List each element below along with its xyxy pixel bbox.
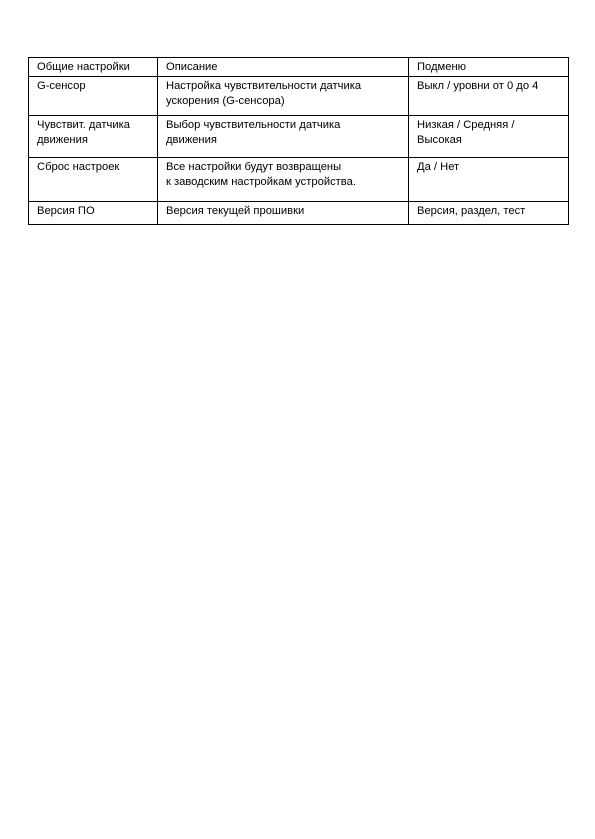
- submenu-cell: [409, 77, 569, 116]
- description-cell: [158, 116, 409, 158]
- table-body: [29, 77, 569, 225]
- description-line: Настройка чувствительности датчика: [166, 80, 362, 92]
- table-header: [29, 58, 569, 77]
- setting-cell: [29, 77, 158, 116]
- description-cell: [158, 77, 409, 116]
- setting-cell: [29, 158, 158, 202]
- header-description: Описание: [158, 58, 409, 77]
- description-line: движения: [166, 134, 217, 146]
- header-general-settings: Общие настройки: [29, 58, 158, 77]
- submenu-line: Высокая: [417, 134, 462, 146]
- setting-name: Сброс настроек: [37, 161, 120, 173]
- submenu-cell: [409, 116, 569, 158]
- table-row: [29, 116, 569, 158]
- submenu-line: Низкая / Средняя /: [417, 119, 515, 131]
- submenu-line: Версия, раздел, тест: [417, 205, 526, 217]
- table-row: [29, 77, 569, 116]
- submenu-line: Выкл / уровни от 0 до 4: [417, 80, 539, 92]
- table-row: [29, 158, 569, 202]
- setting-cell: [29, 202, 158, 225]
- settings-table: [28, 57, 569, 225]
- description-line: Версия текущей прошивки: [166, 205, 305, 217]
- setting-cell: [29, 116, 158, 158]
- header-submenu: Подменю: [409, 58, 569, 77]
- setting-name: G-сенсор: [37, 80, 86, 92]
- setting-name-line: движения: [37, 134, 88, 146]
- description-line: ускорения (G-сенсора): [166, 95, 285, 107]
- submenu-line: Да / Нет: [417, 161, 460, 173]
- description-line: Все настройки будут возвращены: [166, 161, 342, 173]
- setting-name-line: Чувствит. датчика: [37, 119, 130, 131]
- setting-name: Версия ПО: [37, 205, 95, 217]
- submenu-cell: [409, 202, 569, 225]
- table-row: [29, 202, 569, 225]
- description-line: Выбор чувствительности датчика: [166, 119, 341, 131]
- description-cell: [158, 158, 409, 202]
- description-line: к заводским настройкам устройства.: [166, 176, 356, 188]
- submenu-cell: [409, 158, 569, 202]
- description-cell: [158, 202, 409, 225]
- header-row: [29, 58, 569, 77]
